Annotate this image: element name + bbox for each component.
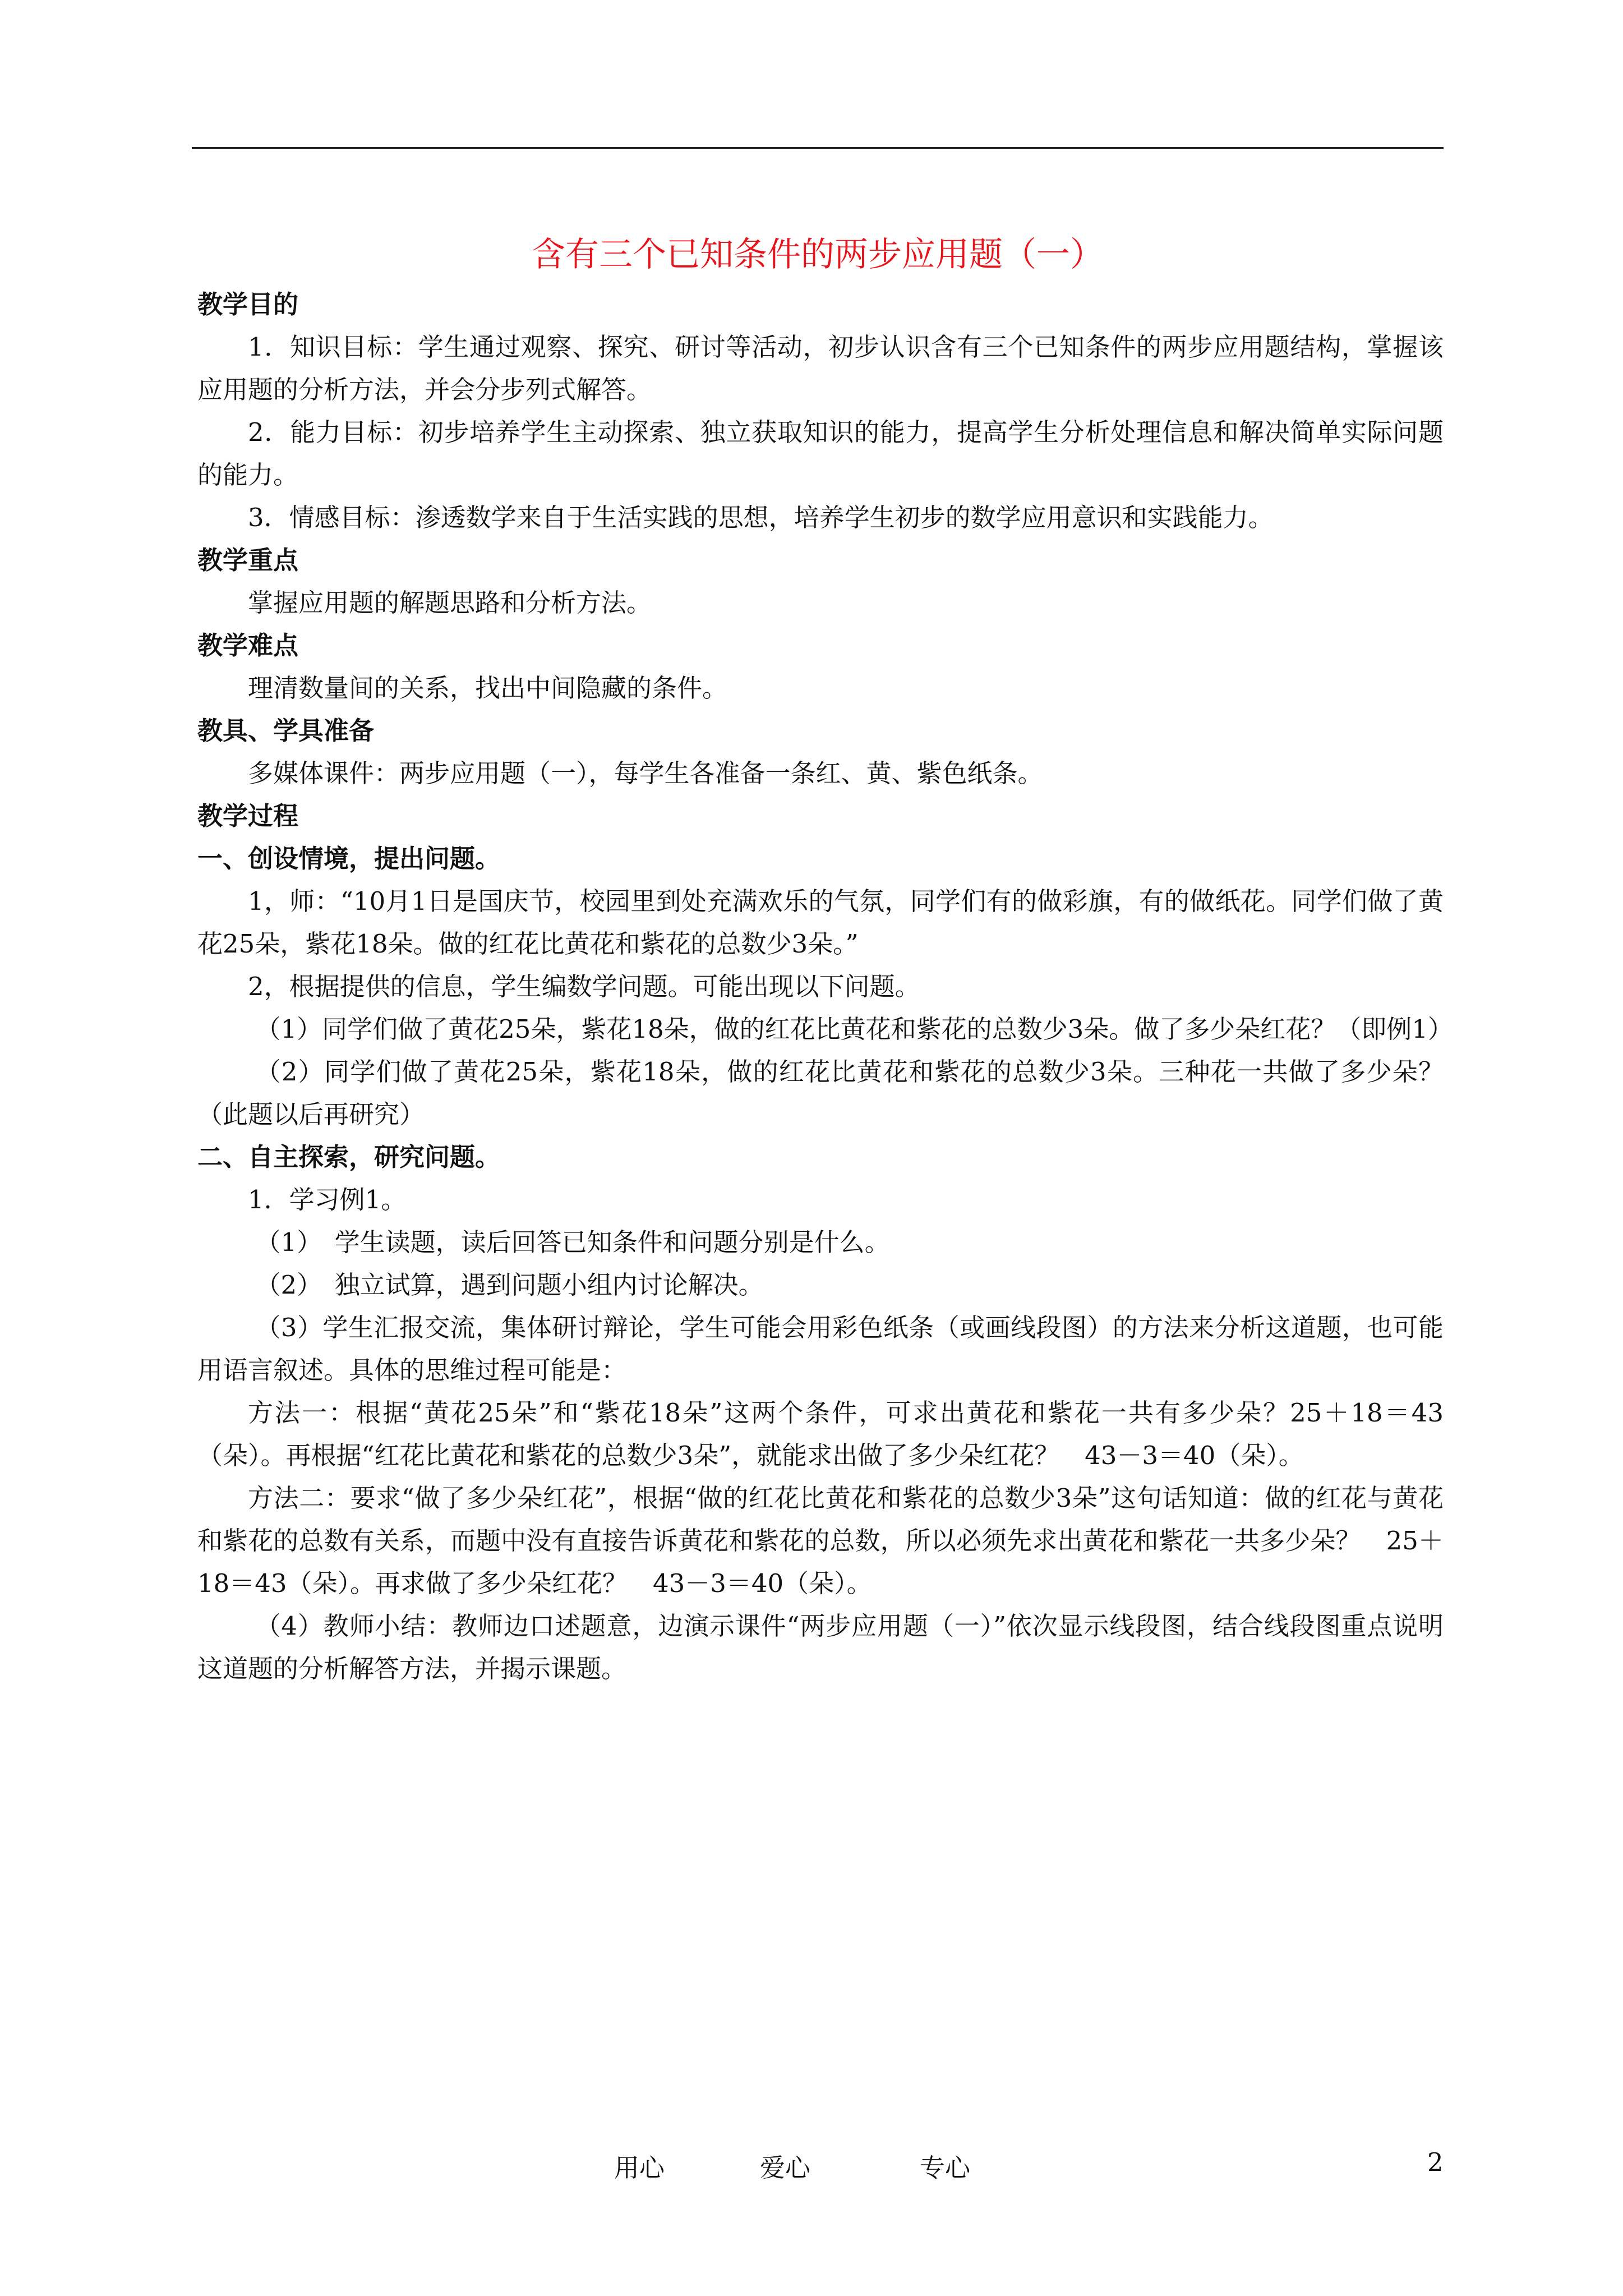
footer-word: 爱心 <box>760 2153 811 2183</box>
paragraph-key-points: 掌握应用题的解题思路和分析方法。 <box>248 588 652 618</box>
section-heading-part-two: 二、自主探索，研究问题。 <box>197 1142 501 1172</box>
footer-word: 专心 <box>920 2153 971 2183</box>
paragraph-method-1: 方法一：根据“黄花25朵”和“紫花18朵”这两个条件，可求出黄花和紫花一共有多少朵？25＋18＝43（朵）。再根据“红花比黄花和紫花的总数少3朵”，就能求出做了多少朵红花？ 43－3＝40（朵）。 <box>197 1398 1444 1470</box>
paragraph-difficulties: 理清数量间的关系，找出中间隐藏的条件。 <box>248 673 728 703</box>
paragraph-ability-goal: 2．能力目标：初步培养学生主动探索、独立获取知识的能力，提高学生分析处理信息和解决简单实际问题的能力。 <box>197 417 1444 490</box>
section-heading-materials: 教具、学具准备 <box>197 716 375 746</box>
section-heading-objectives: 教学目的 <box>197 289 299 319</box>
paragraph-knowledge-goal: 1．知识目标：学生通过观察、探究、研讨等活动，初步认识含有三个已知条件的两步应用题结构，掌握该应用题的分析方法，并会分步列式解答。 <box>197 332 1444 404</box>
paragraph-materials: 多媒体课件：两步应用题（一），每学生各准备一条红、黄、紫色纸条。 <box>248 758 1043 788</box>
paragraph-step-4: （4）教师小结：教师边口述题意，边演示课件“两步应用题（一）”依次显示线段图，结合线段图重点说明这道题的分析解答方法，并揭示课题。 <box>197 1611 1444 1683</box>
page-number: 2 <box>1427 2147 1444 2177</box>
paragraph-teacher-intro: 1，师：“10月1日是国庆节，校园里到处充满欢乐的气氛，同学们有的做彩旗，有的做纸花。同学们做了黄花25朵，紫花18朵。做的红花比黄花和紫花的总数少3朵。” <box>197 886 1444 959</box>
paragraph-method-2: 方法二：要求“做了多少朵红花”，根据“做的红花比黄花和紫花的总数少3朵”这句话知道：做的红花与黄花和紫花的总数有关系，而题中没有直接告诉黄花和紫花的总数，所以必须先求出黄花和紫花一共多少朵？ 25＋18＝43（朵）。再求做了多少朵红花？ 43－3＝40（朵）。 <box>197 1483 1444 1598</box>
paragraph-step-2: （2） 独立试算，遇到问题小组内讨论解决。 <box>255 1270 764 1300</box>
header-rule <box>192 147 1444 149</box>
paragraph-student-questions: 2，根据提供的信息，学生编数学问题。可能出现以下问题。 <box>248 972 920 1001</box>
document-title: 含有三个已知条件的两步应用题（一） <box>532 235 1104 275</box>
section-heading-key-points: 教学重点 <box>197 545 299 575</box>
paragraph-emotion-goal: 3．情感目标：渗透数学来自于生活实践的思想，培养学生初步的数学应用意识和实践能力。 <box>248 503 1274 532</box>
section-heading-process: 教学过程 <box>197 801 299 831</box>
document-body <box>197 283 1453 1690</box>
page-footer <box>0 2147 1623 2181</box>
paragraph-question-1: （1）同学们做了黄花25朵，紫花18朵，做的红花比黄花和紫花的总数少3朵。做了多少朵红花？（即例1） <box>255 1014 1453 1044</box>
paragraph-step-1: （1） 学生读题，读后回答已知条件和问题分别是什么。 <box>255 1227 890 1257</box>
section-heading-difficulties: 教学难点 <box>197 631 299 660</box>
paragraph-step-3: （3）学生汇报交流，集体研讨辩论，学生可能会用彩色纸条（或画线段图）的方法来分析这道题，也可能用语言叙述。具体的思维过程可能是： <box>197 1313 1444 1385</box>
footer-word: 用心 <box>614 2153 665 2183</box>
section-heading-part-one: 一、创设情境，提出问题。 <box>197 844 501 873</box>
paragraph-example-1: 1．学习例1。 <box>248 1185 407 1214</box>
paragraph-question-2: （2）同学们做了黄花25朵，紫花18朵，做的红花比黄花和紫花的总数少3朵。三种花一共做了多少朵？（此题以后再研究） <box>197 1057 1444 1129</box>
